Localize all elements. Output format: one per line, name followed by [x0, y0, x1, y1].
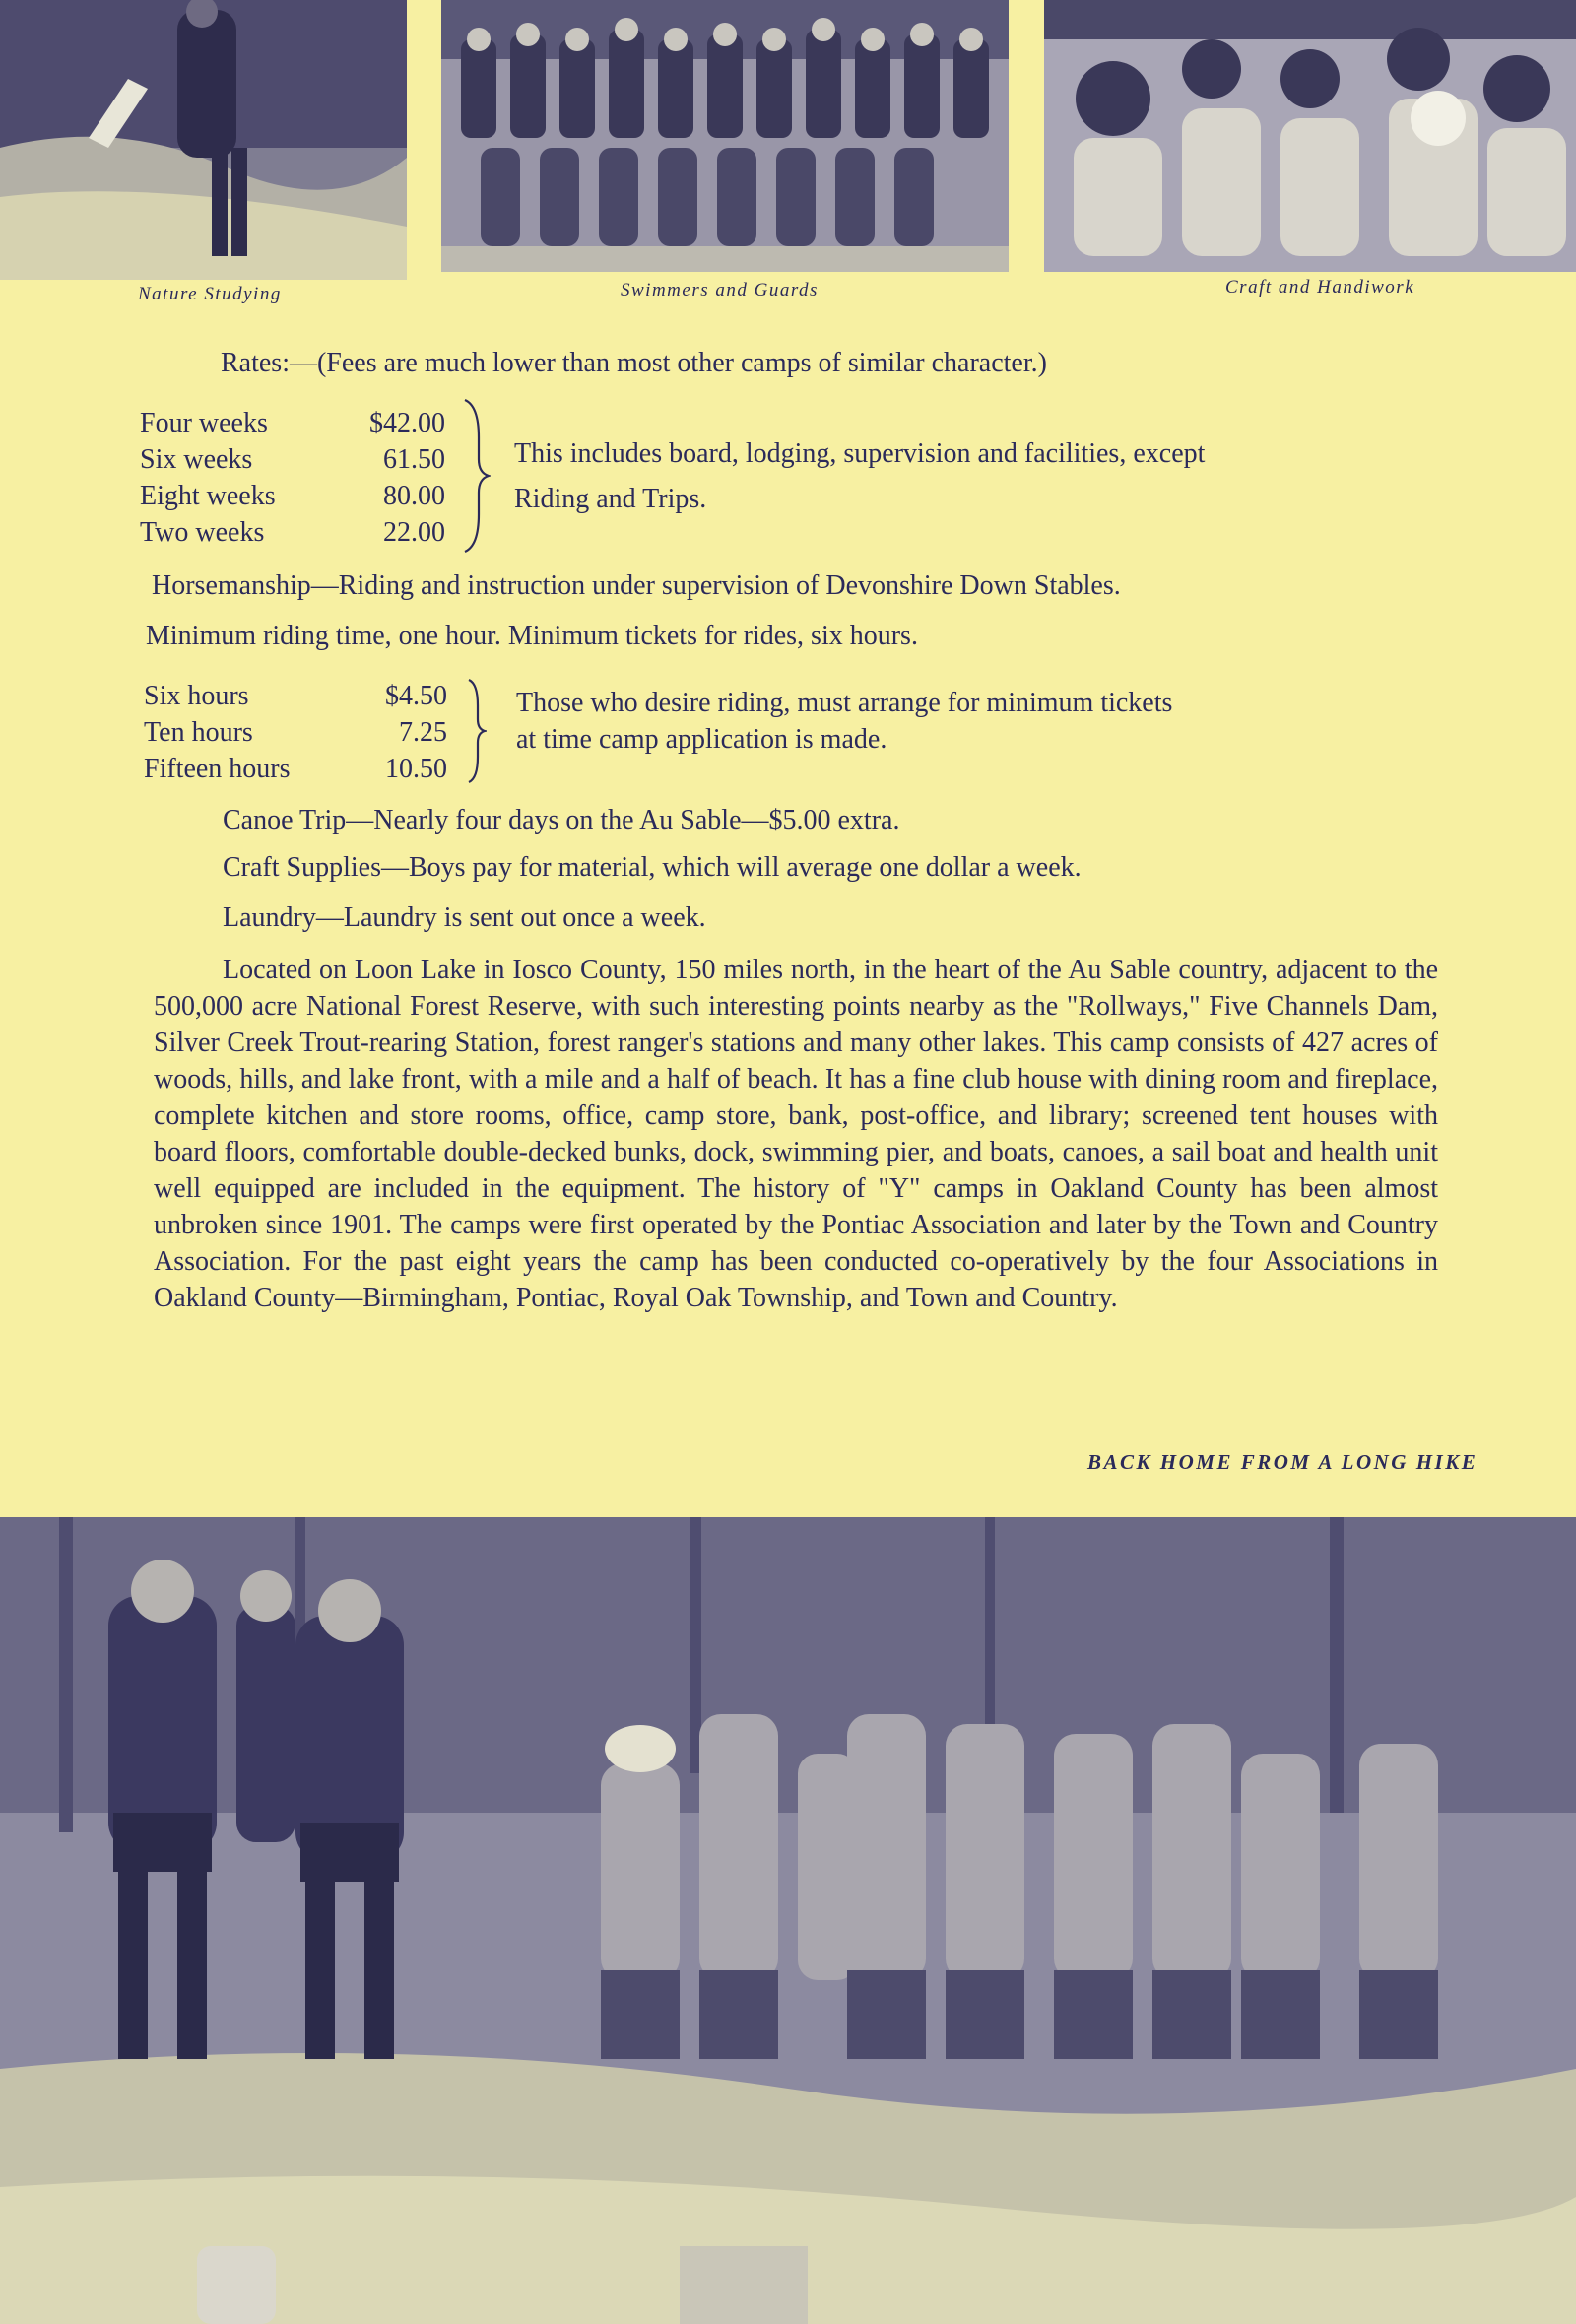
location-paragraph: Located on Loon Lake in Iosco County, 150 miles north, in the heart of the Au Sable country, adjacent to the 500,000 acre National Forest Reserve, with such interesting points nearby as the "Rollways," Five Channels Dam, Silver Creek Trout-rearing Station, forest ranger's stations and many other lakes. This camp consists of 427 acres of woods, hills, and lake front, with a mile and a half of beach. It has a fine club house with dining room and fireplace, complete kitchen and store rooms, office, camp store, bank, post-office, and library; screened tent houses with board floors, comfortable double-decked bunks, dock, swimming pier, and boats, canoes, a sail boat and health unit well equipped are included in the equipment. The history of "Y" camps in Oakland County has been almost unbroken since 1901. The camps were first operated by the Pontiac Association and later by the Town and Country Association. For the past eight years the camp has been conducted co-operatively by the four Associations in Oakland County—Birmingham, Pontiac, Royal Oak Township, and Town and Country. [154, 955, 1438, 1313]
fee-label: Six weeks [140, 444, 253, 475]
fee-price: 22.00 [383, 517, 445, 548]
photo-craft-and-handiwork [1044, 0, 1576, 272]
riding-price: 7.25 [399, 717, 447, 748]
fee-label: Eight weeks [140, 481, 276, 511]
fee-label: Four weeks [140, 408, 268, 438]
caption-back-home-from-hike: BACK HOME FROM A LONG HIKE [1087, 1450, 1478, 1474]
riding-price: $4.50 [385, 681, 447, 711]
fees-note-line: This includes board, lodging, supervision and facilities, except [514, 438, 1206, 469]
fee-price: 61.50 [383, 444, 445, 475]
riding-row [144, 751, 447, 787]
photo-nature-studying [0, 0, 407, 280]
riding-note-line: at time camp application is made. [516, 724, 887, 755]
fee-row [140, 441, 445, 478]
riding-label: Ten hours [144, 717, 253, 748]
caption-nature-studying: Nature Studying [138, 284, 282, 304]
photo-swimmers-and-guards [441, 0, 1009, 272]
fees-table [140, 405, 445, 551]
rates-intro: Rates:—(Fees are much lower than most other camps of similar character.) [221, 348, 1047, 378]
laundry: Laundry—Laundry is sent out once a week. [223, 902, 706, 933]
fees-note-line: Riding and Trips. [514, 484, 707, 514]
fee-row [140, 478, 445, 514]
caption-swimmers-and-guards: Swimmers and Guards [621, 280, 819, 300]
riding-label: Six hours [144, 681, 249, 711]
riding-table [144, 678, 447, 787]
fee-price: $42.00 [369, 408, 445, 438]
caption-craft-and-handiwork: Craft and Handiwork [1225, 277, 1415, 298]
riding-note-line: Those who desire riding, must arrange for minimum tickets [516, 688, 1173, 718]
riding-row [144, 678, 447, 714]
riding-note [516, 685, 1172, 758]
horsemanship-line: Minimum riding time, one hour. Minimum tickets for rides, six hours. [146, 621, 918, 651]
riding-label: Fifteen hours [144, 754, 291, 784]
photo-back-home-from-hike [0, 1517, 1576, 2324]
fee-price: 80.00 [383, 481, 445, 511]
fee-label: Two weeks [140, 517, 265, 548]
fees-note [514, 432, 1205, 522]
fee-row [140, 514, 445, 551]
horsemanship-line: Horsemanship—Riding and instruction under supervision of Devonshire Down Stables. [152, 570, 1121, 601]
canoe-trip: Canoe Trip—Nearly four days on the Au Sable—$5.00 extra. [223, 805, 900, 835]
riding-row [144, 714, 447, 751]
fees-brace [461, 398, 491, 554]
fee-row [140, 405, 445, 441]
riding-brace [465, 678, 487, 784]
riding-price: 10.50 [385, 754, 447, 784]
craft-supplies: Craft Supplies—Boys pay for material, which will average one dollar a week. [223, 852, 1082, 883]
